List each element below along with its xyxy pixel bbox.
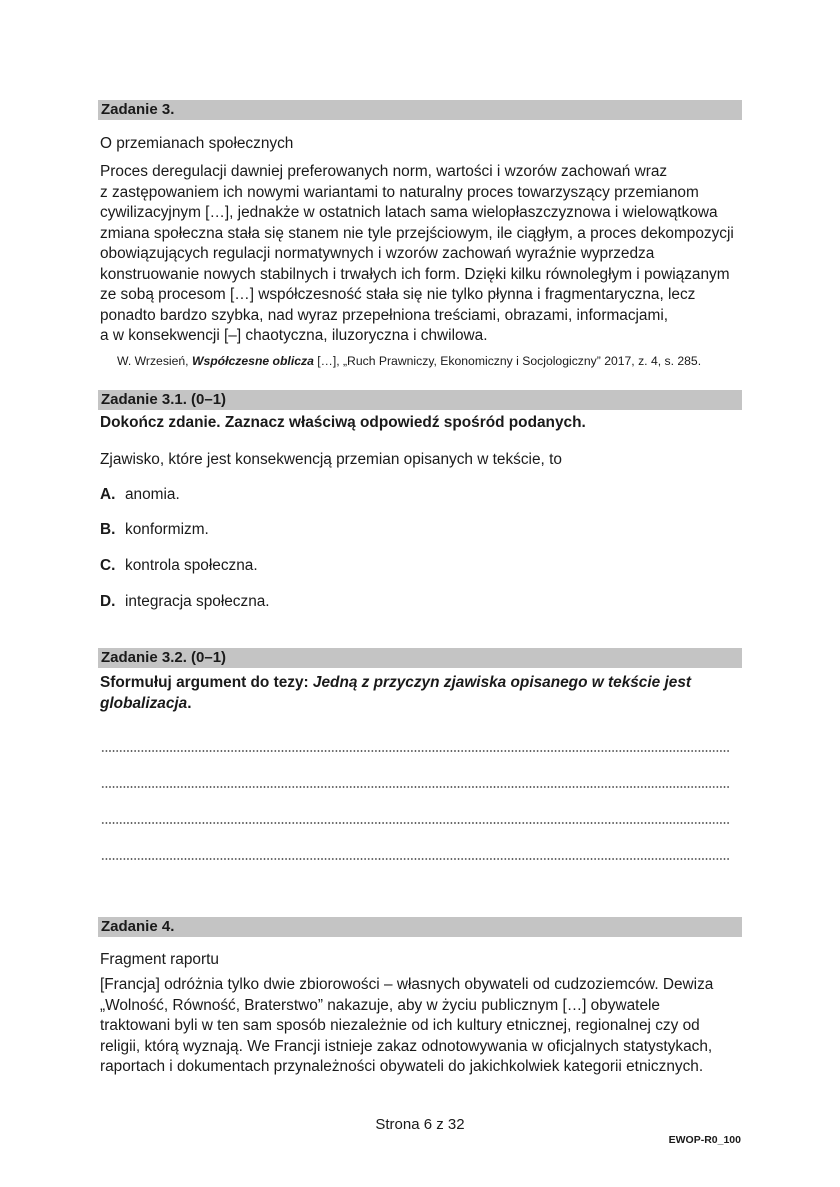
page-number: Strona 6 z 32 <box>375 1116 465 1133</box>
option-b-letter: B. <box>100 521 116 538</box>
task-4-source-text: [Francja] odróżnia tylko dwie zbiorowości – własnych obywateli od cudzoziemców. Dewiza „Wolność, Równość, Braterstwo” nakazuje, aby w życiu publicznym […] obywatele traktowani byli w ten sam sposób niezależnie od ich kultury etnicznej, regionalnej czy od religii, którą wyznają. We Francji istnieje zakaz odnotowywania w oficjalnych statystykach, raportach i dokumentach przynależności obywateli do jakichkolwiek kategorii etnicznych. <box>100 976 714 1075</box>
task-3-citation <box>117 353 742 369</box>
option-c-letter: C. <box>100 557 116 574</box>
option-d[interactable] <box>100 592 270 612</box>
option-a-letter: A. <box>100 486 116 503</box>
answer-line-4[interactable] <box>101 857 729 861</box>
task-3-header: Zadanie 3. <box>98 100 742 120</box>
option-d-letter: D. <box>100 593 116 610</box>
option-c[interactable] <box>100 556 258 576</box>
exam-code: EWOP-R0_100 <box>668 1134 741 1146</box>
instruction-thesis: Jedną z przyczyn zjawiska opisanego w tekście jest globalizacja <box>100 674 691 712</box>
task-3-1-header: Zadanie 3.1. (0–1) <box>98 390 742 410</box>
citation-author: W. Wrzesień, <box>117 354 192 368</box>
task-3-2-header: Zadanie 3.2. (0–1) <box>98 648 742 668</box>
task-4-source-title: Fragment raportu <box>100 951 219 968</box>
option-a[interactable] <box>100 485 180 505</box>
option-c-text: kontrola społeczna. <box>125 557 258 574</box>
option-b[interactable] <box>100 520 209 540</box>
task-3-1-instruction: Dokończ zdanie. Zaznacz właściwą odpowiedź spośród podanych. <box>100 414 586 431</box>
citation-title: Współczesne oblicza <box>191 354 314 368</box>
instruction-end: . <box>187 694 192 712</box>
task-3-source-title: O przemianach społecznych <box>100 135 294 152</box>
task-4-header: Zadanie 4. <box>98 917 742 937</box>
instruction-lead: Sformułuj argument do tezy: <box>100 674 313 691</box>
answer-line-2[interactable] <box>101 785 729 789</box>
option-b-text: konformizm. <box>125 521 209 538</box>
option-d-text: integracja społeczna. <box>125 593 270 610</box>
answer-line-1[interactable] <box>101 749 729 753</box>
option-a-text: anomia. <box>125 486 180 503</box>
task-3-2-instruction <box>100 673 742 714</box>
answer-line-3[interactable] <box>101 821 729 825</box>
task-3-source-text: Proces deregulacji dawniej preferowanych norm, wartości i wzorów zachowań wraz z zastępowaniem ich nowymi wariantami to naturalny proces towarzyszący przemianom cywilizacyjnym […], jednakże w ostatnich latach sama wielopłaszczyznowa i wielowątkowa zmiana społeczna stała się stanem nie tyle przejściowym, ile ciągłym, a proces dekompozycji obowiązujących regulacji normatywnych i wzorów zachowań wyraźnie wyprzedza konstruowanie nowych stabilnych i trwałych ich form. Dzięki kilku równoległym i powiązanym ze sobą procesom […] współczesność stała się nie tylko płynna i fragmentaryczna, lecz ponadto bardzo szybka, nad wyraz przepełniona treściami, obrazami, informacjami, a w konsekwencji [–] chaotyczna, iluzoryczna i chwilowa. <box>100 163 734 344</box>
task-3-1-stem: Zjawisko, które jest konsekwencją przemian opisanych w tekście, to <box>100 451 562 468</box>
citation-rest: […], „Ruch Prawniczy, Ekonomiczny i Socjologiczny” 2017, z. 4, s. 285. <box>313 354 702 368</box>
